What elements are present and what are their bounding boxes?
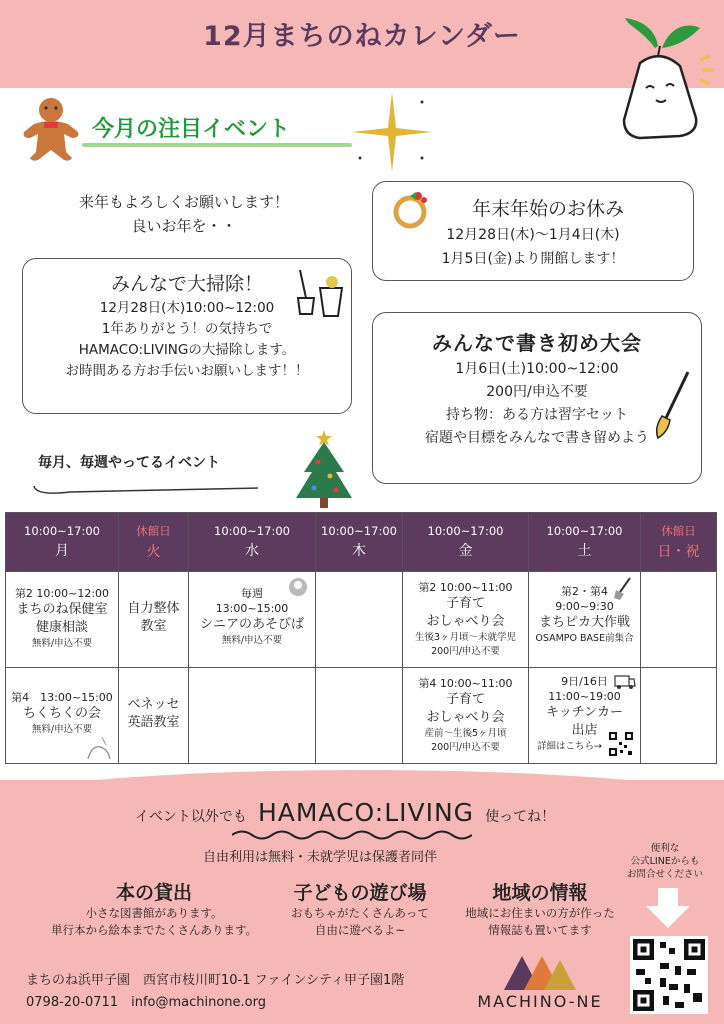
cell-line: キッチンカー (545, 705, 624, 720)
address: まちのね浜甲子園 西宮市枝川町10-1 ファインシティ甲子園1階 (26, 973, 405, 988)
christmas-tree-icon (292, 428, 356, 510)
cell-line: 9日/16日 (561, 675, 608, 688)
cell-line: 第4 10:00~11:00 (418, 677, 513, 690)
calligraphy-line: 1月6日(土)10:00~12:00 (455, 361, 619, 377)
cleaning-title: みんなで大掃除！ (110, 273, 263, 295)
recurring-underline (30, 474, 260, 498)
sparkle-icon (352, 92, 432, 172)
feature-title: 子どもの遊び場 (293, 882, 427, 904)
use-hamaco-line (95, 798, 595, 827)
mascot-icon (600, 8, 720, 148)
cleaning-line: 12月28日(木)10:00~12:00 (99, 300, 275, 316)
gingerbread-icon (20, 96, 82, 162)
calendar-cell-sat (529, 668, 641, 764)
feature-text: 地域にお住まいの方が作った (465, 906, 615, 920)
brush-icon (650, 370, 694, 440)
calligraphy-line: 200円/申込不要 (486, 384, 588, 400)
greeting-line: 良いお年を・・ (131, 217, 237, 235)
calligraphy-line: 宿題や目標をみんなで書き留めよう (425, 430, 649, 446)
calendar-table (5, 512, 717, 764)
feature-text: おもちゃがたくさんあって (291, 906, 429, 920)
cell-line: 無料/申込不要 (31, 638, 93, 649)
calendar-cell-sat (529, 572, 641, 668)
header-day: 金 (458, 543, 473, 559)
contact-info: 0798-20-0711 info@machinone.org (26, 995, 266, 1010)
cell-line: ベネッセ (127, 697, 180, 712)
feature-text: 自由に遊べるよ~ (314, 923, 406, 937)
calendar-header-thu (316, 513, 403, 572)
feature-title: 本の貸出 (115, 882, 192, 904)
calendar-header-sat (529, 513, 641, 572)
feature-playground (270, 878, 450, 939)
cleaning-line: HAMACO:LIVINGの大掃除します。 (78, 342, 296, 358)
greeting (24, 190, 344, 238)
holiday-title: 年末年始のお休み (471, 198, 624, 220)
qr-code-icon[interactable] (608, 731, 634, 757)
kitchen-car-details-link[interactable]: 詳細はこちら→ (537, 741, 602, 752)
header-time: 10:00~17:00 (427, 524, 504, 538)
wreath-icon (388, 188, 432, 232)
holiday-line: 12月28日(木)〜1月4日(木) (446, 227, 620, 243)
header-day: 火 (146, 544, 161, 560)
calendar-header-mon (6, 513, 119, 572)
cell-line: 第2・第4 (561, 585, 608, 598)
cell-line: 13:00~15:00 (215, 602, 289, 615)
page-title: 12月まちのねカレンダー (203, 21, 521, 52)
calendar-row (6, 572, 717, 668)
machinone-logo-icon (502, 952, 578, 992)
calendar-header-fri (403, 513, 529, 572)
sewing-hands-icon (84, 735, 114, 761)
line-qr-code-icon[interactable] (630, 936, 708, 1014)
feature-text: 小さな図書館があります。 (85, 906, 223, 920)
calendar-cell-mon (6, 572, 119, 668)
cell-line: 英語教室 (127, 715, 180, 730)
calendar-cell-thu (316, 668, 403, 764)
cell-line: 産前〜生後5ヶ月頃 (424, 728, 507, 739)
senior-icon (287, 576, 309, 598)
cell-line: 200円/申込不要 (431, 742, 500, 753)
calendar-cell-wed (189, 572, 316, 668)
logo-text: MACHINO-NE (477, 992, 603, 1011)
feature-text: 単行本から絵本までたくさんあります。 (50, 923, 258, 937)
cell-line: 出店 (571, 723, 598, 738)
arrow-down-icon (646, 888, 690, 928)
calendar-cell-tue (119, 668, 189, 764)
cell-line: 無料/申込不要 (31, 724, 93, 735)
holiday-line: 1月5日(金)より開館します！ (441, 251, 625, 267)
header-day: 日・祝 (657, 544, 700, 560)
cell-line: 9:00~9:30 (555, 600, 614, 613)
featured-underline (82, 143, 352, 147)
calendar-header-row (6, 513, 717, 572)
header-time: 10:00~17:00 (321, 524, 397, 538)
cell-line: 無料/申込不要 (221, 635, 283, 646)
header-time: 10:00~17:00 (24, 524, 100, 538)
line-contact-note (612, 842, 718, 881)
line-note-text: お問合せください (626, 869, 703, 880)
header-day: 水 (245, 543, 259, 559)
featured-title: 今月の注目イベント (92, 117, 291, 142)
wavy-underline (232, 828, 472, 842)
use-post-text: 使ってね！ (485, 809, 556, 825)
cell-line: OSAMPO BASE前集合 (535, 633, 634, 644)
cell-line: 第2 10:00~12:00 (14, 587, 110, 600)
cell-line: シニアのあそびば (199, 617, 304, 632)
line-note-text: 便利な (650, 843, 680, 854)
header-day: 土 (577, 543, 592, 559)
cell-line: 第4 13:00~15:00 (11, 691, 113, 704)
cell-line: 生後3ヶ月頃〜未就学児 (414, 632, 517, 643)
header-day: 木 (352, 543, 366, 559)
cell-line: まちピカ大作戦 (538, 615, 630, 630)
cell-line: 教室 (140, 619, 167, 634)
cell-line: まちのね保健室 (16, 602, 108, 617)
cleaning-bucket-icon (292, 268, 346, 320)
header-time: 10:00~17:00 (214, 524, 290, 538)
greeting-line: 来年もよろしくお願いします！ (78, 193, 289, 211)
calendar-cell-fri (403, 572, 529, 668)
calligraphy-line: 持ち物：ある方は習字セット (446, 407, 628, 423)
cell-line: 健康相談 (35, 620, 88, 635)
calendar-cell-wed (189, 668, 316, 764)
header-time: 10:00~17:00 (546, 524, 623, 538)
cell-line: おしゃべり会 (426, 710, 505, 725)
calendar-header-sun (641, 513, 717, 572)
cell-line: 自力整体 (127, 601, 180, 616)
calendar-row (6, 668, 717, 764)
feature-title: 地域の情報 (492, 882, 588, 904)
cell-line: 11:00~19:00 (548, 690, 621, 703)
cell-line: 第2 10:00~11:00 (418, 581, 513, 594)
cleaning-line: お時間ある方お手伝いお願いします！！ (65, 363, 309, 379)
cleaning-line: 1年ありがとう！の気持ちで (101, 321, 273, 337)
calendar-header-wed (189, 513, 316, 572)
cell-line: ちくちくの会 (22, 706, 101, 721)
use-pre-text: イベント以外でも (134, 809, 247, 825)
feature-books (44, 878, 264, 939)
feature-local-info (450, 878, 630, 939)
food-truck-icon (614, 674, 636, 690)
header-time: 休館日 (661, 524, 696, 538)
header-day: 月 (55, 543, 69, 559)
hamaco-brand: HAMACO:LIVING (257, 798, 475, 827)
free-use-note: 自由利用は無料・未就学児は保護者同伴 (202, 850, 437, 865)
calendar-cell-fri (403, 668, 529, 764)
calendar-header-tue (119, 513, 189, 572)
calendar-cell-tue (119, 572, 189, 668)
header-time: 休館日 (136, 524, 171, 538)
feature-text: 情報誌も置いてます (488, 923, 592, 937)
cell-line: 子育て (445, 596, 485, 611)
calendar-cell-mon (6, 668, 119, 764)
recurring-title: 毎月、毎週やってるイベント (38, 455, 220, 471)
cell-line: おしゃべり会 (426, 614, 505, 629)
line-note-text: 公式LINEからも (630, 856, 700, 867)
calendar-cell-sun (641, 572, 717, 668)
cell-line: 200円/申込不要 (431, 646, 500, 657)
cell-line: 毎週 (241, 587, 263, 600)
calligraphy-title: みんなで書き初め大会 (432, 331, 642, 355)
cell-line: 子育て (445, 692, 485, 707)
calendar-cell-thu (316, 572, 403, 668)
broom-icon (612, 576, 634, 602)
calendar-cell-sun (641, 668, 717, 764)
